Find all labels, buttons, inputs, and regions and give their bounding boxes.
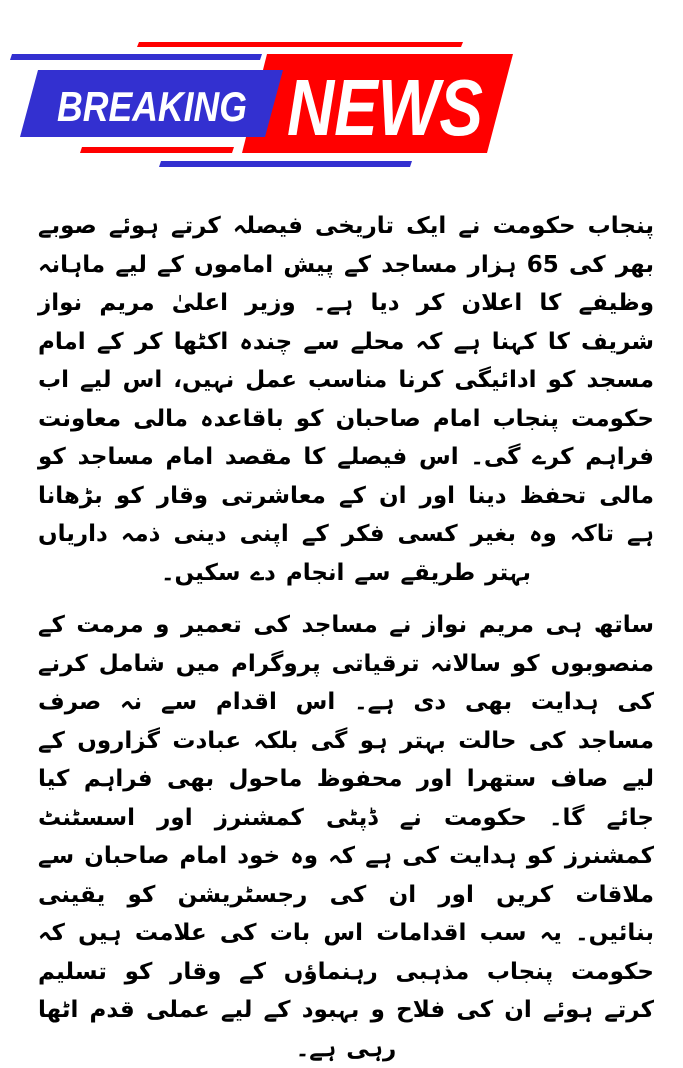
lower-red-stripe [80,147,234,153]
article-paragraph: ساتھ ہی مریم نواز نے مساجد کی تعمیر و مرمت کے منصوبوں کو سالانہ ترقیاتی پروگرام میں شامل کرنے کی ہدایت بھی دی ہے۔ اس اقدام سے نہ صرف مساجد کی حالت بہتر ہو گی بلکہ عبادت گزاروں کے لیے صاف ستھرا اور محفوظ ماحول بھی فراہم کیا جائے گا۔ حکومت نے ڈپٹی کمشنرز اور اسسٹنٹ کمشنرز کو ہدایت کی ہے کہ وہ خود امام صاحبان سے ملاقات کریں اور ان کی رجسٹریشن کو یقینی بنائیں۔ یہ سب اقدامات اس بات کی علامت ہیں کہ حکومت پنجاب مذہبی رہنماؤں کے وقار کو تسلیم کرتے ہوئے ان کی فلاح و بہبود کے لیے عملی قدم اٹھا رہی ہے۔ [38,612,654,1062]
article-paragraph: پنجاب حکومت نے ایک تاریخی فیصلہ کرتے ہوئے صوبے بھر کی 65 ہزار مساجد کے پیش اماموں کے لیے ماہانہ وظیفے کا اعلان کر دیا ہے۔ وزیر اعلیٰ مریم نواز شریف کا کہنا ہے کہ محلے سے چندہ اکٹھا کر کے امام مسجد کو ادائیگی کرنا مناسب عمل نہیں، اس لیے اب حکومت پنجاب امام صاحبان کو باقاعدہ مالی معاونت فراہم کرے گی۔ اس فیصلے کا مقصد امام مساجد کو مالی تحفظ دینا اور ان کے معاشرتی وقار کو بڑھانا ہے تاکہ وہ بغیر کسی فکر کے اپنی دینی ذمہ داریاں بہتر طریقے سے انجام دے سکیں۔ [38,213,654,586]
breaking-news-graphic [0,0,683,190]
news-label: NEWS [287,63,483,152]
top-red-stripe [137,42,463,47]
breaking-label: BREAKING [57,83,247,130]
upper-blue-stripe [10,54,262,60]
breaking-news-banner [0,0,683,190]
article-paragraph-1-container [38,207,654,592]
article-paragraph-2-container [38,606,654,1068]
lower-blue-stripe [159,161,412,167]
